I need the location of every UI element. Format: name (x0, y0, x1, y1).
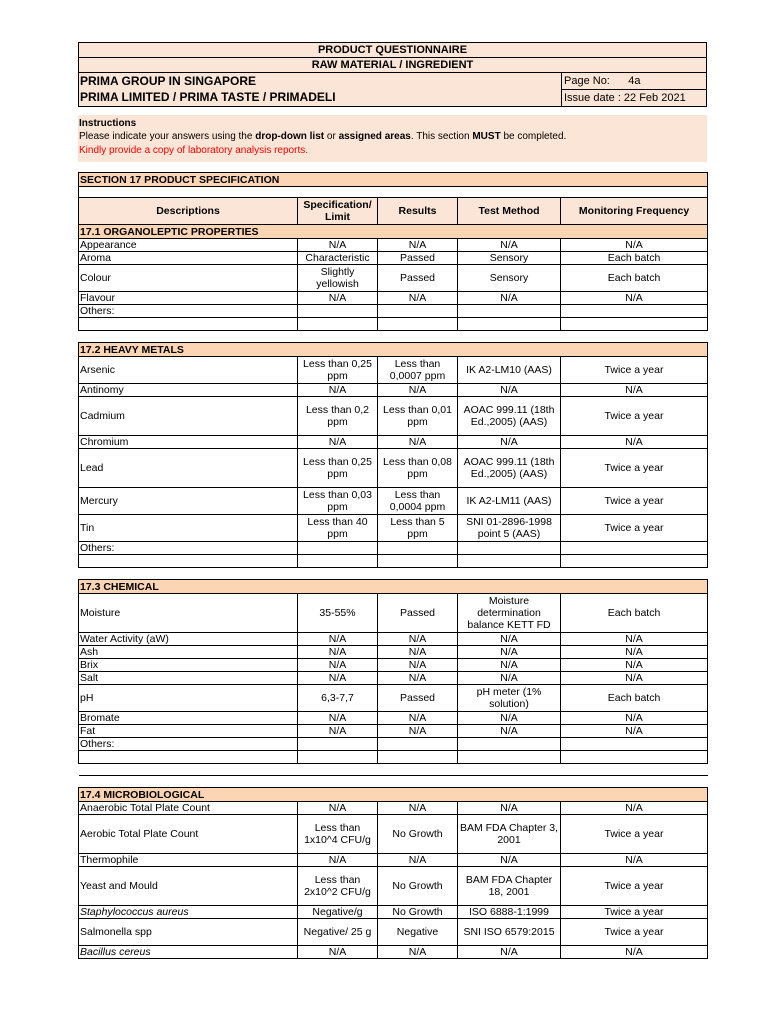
test-method-cell: N/A (458, 672, 561, 685)
section-title: SECTION 17 PRODUCT SPECIFICATION (79, 173, 708, 187)
document-header (78, 42, 707, 107)
monitoring-frequency-cell: Twice a year (561, 357, 708, 384)
table-row (79, 867, 708, 906)
description-cell: Others: (79, 542, 298, 555)
column-header-specification: Specification/ Limit (298, 198, 378, 225)
specification-cell: Characteristic (298, 252, 378, 265)
table-row (79, 488, 708, 515)
test-method-cell: N/A (458, 633, 561, 646)
monitoring-frequency-cell: Twice a year (561, 397, 708, 436)
test-method-cell: N/A (458, 646, 561, 659)
description-cell: Chromium (79, 436, 298, 449)
company-name: PRIMA GROUP IN SINGAPORE (80, 74, 257, 88)
description-cell: Appearance (79, 239, 298, 252)
monitoring-frequency-cell: N/A (561, 384, 708, 397)
specification-cell: N/A (298, 672, 378, 685)
table-row (79, 384, 708, 397)
specification-cell: N/A (298, 646, 378, 659)
test-method-cell (458, 305, 561, 318)
test-method-cell: N/A (458, 854, 561, 867)
result-cell (378, 305, 458, 318)
result-cell: Passed (378, 252, 458, 265)
specification-cell: N/A (298, 712, 378, 725)
description-cell: Antinomy (79, 384, 298, 397)
table-row (79, 357, 708, 384)
table-row (79, 515, 708, 542)
description-cell: Tin (79, 515, 298, 542)
test-method-cell: N/A (458, 802, 561, 815)
monitoring-frequency-cell: N/A (561, 633, 708, 646)
column-header-results: Results (378, 198, 458, 225)
table-row (79, 712, 708, 725)
monitoring-frequency-cell: N/A (561, 802, 708, 815)
subsection-title: 17.2 HEAVY METALS (79, 343, 708, 357)
table-row (79, 265, 708, 292)
table-row (79, 672, 708, 685)
test-method-cell: Moisture determination balance KETT FD (458, 594, 561, 633)
specification-cell: Less than 2x10^2 CFU/g (298, 867, 378, 906)
description-cell: Yeast and Mould (79, 867, 298, 906)
test-method-cell: N/A (458, 292, 561, 305)
questionnaire-page (78, 42, 707, 959)
monitoring-frequency-cell: Each batch (561, 265, 708, 292)
result-cell: N/A (378, 854, 458, 867)
monitoring-frequency-cell: N/A (561, 725, 708, 738)
table-row (79, 802, 708, 815)
specification-cell (298, 542, 378, 555)
monitoring-frequency-cell: Twice a year (561, 449, 708, 488)
description-cell: Mercury (79, 488, 298, 515)
monitoring-frequency-cell: N/A (561, 659, 708, 672)
result-cell: N/A (378, 672, 458, 685)
specification-cell: N/A (298, 946, 378, 959)
specification-cell: Less than 1x10^4 CFU/g (298, 815, 378, 854)
test-method-cell (458, 738, 561, 751)
test-method-cell: N/A (458, 725, 561, 738)
test-method-cell: IK A2-LM11 (AAS) (458, 488, 561, 515)
monitoring-frequency-cell: N/A (561, 712, 708, 725)
table-row (79, 854, 708, 867)
result-cell: N/A (378, 633, 458, 646)
description-cell: Ash (79, 646, 298, 659)
subsection-title: 17.3 CHEMICAL (79, 580, 708, 594)
description-cell: Moisture (79, 594, 298, 633)
test-method-cell: N/A (458, 712, 561, 725)
table-row (79, 738, 708, 751)
description-cell: Salt (79, 672, 298, 685)
result-cell: N/A (378, 712, 458, 725)
specification-cell: N/A (298, 292, 378, 305)
result-cell: Negative (378, 919, 458, 946)
specification-cell: N/A (298, 854, 378, 867)
specification-cell: N/A (298, 239, 378, 252)
table-row (79, 292, 708, 305)
monitoring-frequency-cell (561, 738, 708, 751)
table-row (79, 252, 708, 265)
description-cell: Aerobic Total Plate Count (79, 815, 298, 854)
instructions-lab-note: Kindly provide a copy of laboratory analysis reports. (79, 145, 309, 156)
test-method-cell: N/A (458, 384, 561, 397)
column-header-monitoring-frequency: Monitoring Frequency (561, 198, 708, 225)
test-method-cell: IK A2-LM10 (AAS) (458, 357, 561, 384)
table-row (79, 685, 708, 712)
test-method-cell: SNI 01-2896-1998 point 5 (AAS) (458, 515, 561, 542)
result-cell: N/A (378, 646, 458, 659)
test-method-cell: AOAC 999.11 (18th Ed.,2005) (AAS) (458, 449, 561, 488)
specification-cell: 6,3-7,7 (298, 685, 378, 712)
monitoring-frequency-cell: N/A (561, 672, 708, 685)
table-row (79, 239, 708, 252)
table-row (79, 449, 708, 488)
monitoring-frequency-cell: Twice a year (561, 906, 708, 919)
result-cell: N/A (378, 384, 458, 397)
description-cell: Thermophile (79, 854, 298, 867)
specification-cell: Less than 0,03 ppm (298, 488, 378, 515)
description-cell: Bacillus cereus (79, 946, 298, 959)
table-row (79, 436, 708, 449)
column-header-test-method: Test Method (458, 198, 561, 225)
test-method-cell: Sensory (458, 252, 561, 265)
description-cell: pH (79, 685, 298, 712)
subsection-title: 17.4 MICROBIOLOGICAL (79, 788, 708, 802)
test-method-cell: AOAC 999.11 (18th Ed.,2005) (AAS) (458, 397, 561, 436)
result-cell: N/A (378, 292, 458, 305)
table-row (79, 919, 708, 946)
table-row (79, 305, 708, 318)
result-cell: No Growth (378, 906, 458, 919)
monitoring-frequency-cell: Each batch (561, 594, 708, 633)
test-method-cell: N/A (458, 239, 561, 252)
monitoring-frequency-cell: N/A (561, 854, 708, 867)
monitoring-frequency-cell: Each batch (561, 252, 708, 265)
table-row (79, 725, 708, 738)
test-method-cell: N/A (458, 436, 561, 449)
table-row (79, 946, 708, 959)
subsection-title: 17.1 ORGANOLEPTIC PROPERTIES (79, 225, 708, 239)
result-cell: Less than 0,0004 ppm (378, 488, 458, 515)
monitoring-frequency-cell: Twice a year (561, 919, 708, 946)
issue-date: Issue date : 22 Feb 2021 (562, 89, 706, 106)
page-number: Page No: 4a (564, 75, 641, 87)
result-cell: No Growth (378, 867, 458, 906)
result-cell: N/A (378, 436, 458, 449)
table-row (79, 646, 708, 659)
table-row (79, 633, 708, 646)
result-cell: Passed (378, 594, 458, 633)
description-cell: Flavour (79, 292, 298, 305)
monitoring-frequency-cell: Twice a year (561, 867, 708, 906)
instructions-title: Instructions (79, 118, 137, 129)
result-cell (378, 738, 458, 751)
description-cell: Brix (79, 659, 298, 672)
specification-cell (298, 738, 378, 751)
result-cell: No Growth (378, 815, 458, 854)
table-row (79, 397, 708, 436)
specification-cell: Negative/ 25 g (298, 919, 378, 946)
specification-cell: Less than 40 ppm (298, 515, 378, 542)
description-cell: Arsenic (79, 357, 298, 384)
specification-cell: 35-55% (298, 594, 378, 633)
specification-cell: Slightly yellowish (298, 265, 378, 292)
result-cell: Less than 0,01 ppm (378, 397, 458, 436)
test-method-cell: pH meter (1% solution) (458, 685, 561, 712)
result-cell: Less than 0,08 ppm (378, 449, 458, 488)
result-cell: Less than 5 ppm (378, 515, 458, 542)
specification-cell: N/A (298, 725, 378, 738)
monitoring-frequency-cell: Twice a year (561, 488, 708, 515)
document-title: PRODUCT QUESTIONNAIRE (317, 44, 468, 56)
instructions-panel (78, 115, 707, 162)
instructions-text: Please indicate your answers using the drop-down list or assigned areas. This section MUST be completed. (79, 131, 567, 142)
specification-cell: Less than 0,25 ppm (298, 357, 378, 384)
specification-cell: N/A (298, 802, 378, 815)
result-cell: Less than 0,0007 ppm (378, 357, 458, 384)
description-cell: Fat (79, 725, 298, 738)
specification-cell: N/A (298, 384, 378, 397)
result-cell: N/A (378, 946, 458, 959)
description-cell: Others: (79, 738, 298, 751)
monitoring-frequency-cell: N/A (561, 239, 708, 252)
test-method-cell: BAM FDA Chapter 3, 2001 (458, 815, 561, 854)
monitoring-frequency-cell: N/A (561, 292, 708, 305)
specification-cell: N/A (298, 659, 378, 672)
test-method-cell: N/A (458, 946, 561, 959)
company-brands: PRIMA LIMITED / PRIMA TASTE / PRIMADELI (80, 90, 336, 104)
table-row (79, 659, 708, 672)
description-cell: Cadmium (79, 397, 298, 436)
description-cell: Aroma (79, 252, 298, 265)
specification-table (78, 172, 708, 959)
description-cell: Salmonella spp (79, 919, 298, 946)
description-cell: Lead (79, 449, 298, 488)
monitoring-frequency-cell: Each batch (561, 685, 708, 712)
table-row (79, 594, 708, 633)
description-cell: Anaerobic Total Plate Count (79, 802, 298, 815)
monitoring-frequency-cell: N/A (561, 946, 708, 959)
specification-cell: Less than 0,2 ppm (298, 397, 378, 436)
description-cell: Water Activity (aW) (79, 633, 298, 646)
monitoring-frequency-cell: N/A (561, 646, 708, 659)
specification-cell: N/A (298, 633, 378, 646)
result-cell: Passed (378, 685, 458, 712)
result-cell: N/A (378, 802, 458, 815)
result-cell: Passed (378, 265, 458, 292)
result-cell: N/A (378, 725, 458, 738)
description-cell: Others: (79, 305, 298, 318)
test-method-cell: SNI ISO 6579:2015 (458, 919, 561, 946)
table-row (79, 906, 708, 919)
test-method-cell: ISO 6888-1:1999 (458, 906, 561, 919)
monitoring-frequency-cell (561, 542, 708, 555)
document-subtitle: RAW MATERIAL / INGREDIENT (79, 57, 706, 72)
specification-cell: N/A (298, 436, 378, 449)
result-cell: N/A (378, 239, 458, 252)
monitoring-frequency-cell: Twice a year (561, 515, 708, 542)
result-cell (378, 542, 458, 555)
description-cell: Colour (79, 265, 298, 292)
table-row (79, 542, 708, 555)
test-method-cell: BAM FDA Chapter 18, 2001 (458, 867, 561, 906)
column-header-descriptions: Descriptions (79, 198, 298, 225)
monitoring-frequency-cell (561, 305, 708, 318)
specification-cell: Negative/g (298, 906, 378, 919)
test-method-cell: N/A (458, 659, 561, 672)
description-cell: Staphylococcus aureus (79, 906, 298, 919)
monitoring-frequency-cell: N/A (561, 436, 708, 449)
description-cell: Bromate (79, 712, 298, 725)
test-method-cell (458, 542, 561, 555)
monitoring-frequency-cell: Twice a year (561, 815, 708, 854)
result-cell: N/A (378, 659, 458, 672)
specification-cell (298, 305, 378, 318)
table-row (79, 815, 708, 854)
test-method-cell: Sensory (458, 265, 561, 292)
specification-cell: Less than 0,25 ppm (298, 449, 378, 488)
